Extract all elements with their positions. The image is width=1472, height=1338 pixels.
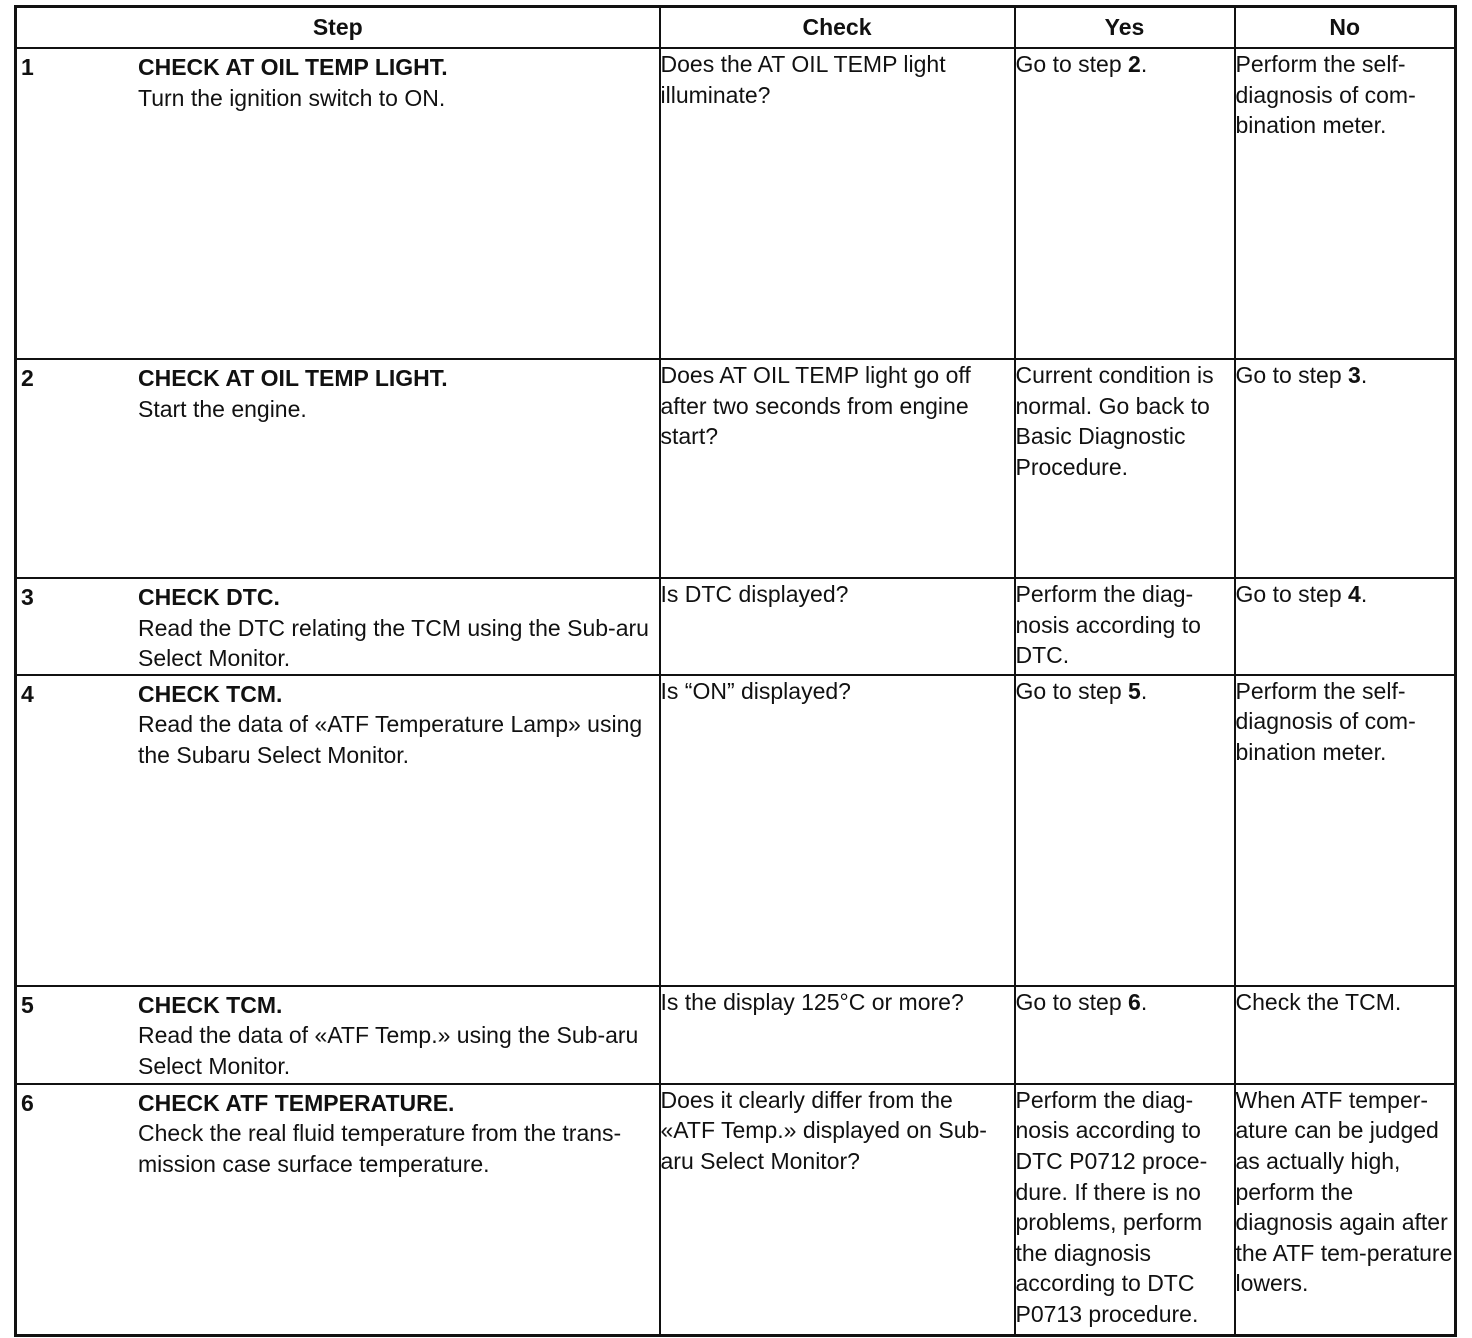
check-cell: Is “ON” displayed? <box>660 675 1015 986</box>
step-title: CHECK DTC. <box>138 584 280 610</box>
no-text: Go to step <box>1235 362 1349 388</box>
table-row <box>16 359 1456 578</box>
yes-cell <box>1015 675 1235 986</box>
header-check: Check <box>660 7 1015 49</box>
yes-suffix: . <box>1140 677 1148 704</box>
step-title: CHECK TCM. <box>138 680 283 707</box>
no-suffix: . <box>1360 581 1368 607</box>
no-cell <box>1235 359 1456 578</box>
header-step: Step <box>16 7 660 49</box>
no-cell: Perform the self-diagnosis of com-bination meter. <box>1235 675 1456 986</box>
check-cell: Is DTC displayed? <box>660 578 1015 675</box>
table-row <box>16 48 1456 359</box>
step-number: 5 <box>21 991 34 1018</box>
diagnostic-table <box>14 5 1457 1337</box>
step-number: 6 <box>21 1089 34 1116</box>
step-title: CHECK TCM. <box>138 991 283 1018</box>
step-instruction: Read the data of «ATF Temperature Lamp» using the Subaru Select Monitor. <box>138 711 643 768</box>
step-number: 4 <box>21 680 34 707</box>
no-cell: When ATF temper-ature can be judged as actually high, perform the diagnosis again after the ATF tem-perature lowers. <box>1235 1084 1456 1336</box>
header-no: No <box>1235 7 1456 49</box>
yes-step-ref: 5 <box>1128 677 1141 704</box>
step-cell <box>16 359 660 578</box>
yes-step-ref: 6 <box>1128 988 1141 1015</box>
no-text: Go to step <box>1235 581 1349 607</box>
table-row <box>16 986 1456 1084</box>
step-cell <box>16 48 660 359</box>
check-cell: Is the display 125°C or more? <box>660 986 1015 1084</box>
step-number: 2 <box>21 365 34 391</box>
no-step-ref: 3 <box>1348 362 1361 388</box>
step-cell <box>16 1084 660 1336</box>
step-cell <box>16 578 660 675</box>
yes-step-ref: 2 <box>1128 51 1141 77</box>
table-row <box>16 675 1456 986</box>
yes-cell <box>1015 986 1235 1084</box>
step-instruction: Turn the ignition switch to ON. <box>138 84 446 111</box>
step-title: CHECK ATF TEMPERATURE. <box>138 1089 455 1116</box>
no-cell <box>1235 578 1456 675</box>
step-instruction: Check the real fluid temperature from the trans-mission case surface temperature. <box>138 1120 622 1177</box>
no-cell: Check the TCM. <box>1235 986 1456 1084</box>
step-cell <box>16 986 660 1084</box>
no-cell: Perform the self-diagnosis of com-bination meter. <box>1235 48 1456 359</box>
yes-text: Go to step <box>1015 51 1129 77</box>
step-title: CHECK AT OIL TEMP LIGHT. <box>138 365 448 391</box>
step-number: 3 <box>21 584 34 610</box>
step-cell <box>16 675 660 986</box>
table-row <box>16 1084 1456 1336</box>
no-suffix: . <box>1360 362 1368 388</box>
step-number: 1 <box>21 54 34 80</box>
step-instruction: Read the DTC relating the TCM using the Sub-aru Select Monitor. <box>138 614 649 672</box>
yes-cell <box>1015 48 1235 359</box>
table-row <box>16 578 1456 675</box>
yes-text: Go to step <box>1015 988 1129 1015</box>
header-yes: Yes <box>1015 7 1235 49</box>
yes-suffix: . <box>1140 51 1148 77</box>
yes-text: Go to step <box>1015 677 1129 704</box>
no-step-ref: 4 <box>1348 581 1361 607</box>
step-instruction: Start the engine. <box>138 395 307 422</box>
yes-suffix: . <box>1140 988 1148 1015</box>
yes-cell: Current condition is normal. Go back to Basic Diagnostic Procedure. <box>1015 359 1235 578</box>
yes-cell: Perform the diag-nosis according to DTC P0712 proce-dure. If there is no problems, perform the diagnosis according to DTC P0713 procedure. <box>1015 1084 1235 1336</box>
check-cell: Does the AT OIL TEMP light illuminate? <box>660 48 1015 359</box>
check-cell: Does AT OIL TEMP light go off after two seconds from engine start? <box>660 359 1015 578</box>
step-instruction: Read the data of «ATF Temp.» using the Sub-aru Select Monitor. <box>138 1022 639 1079</box>
yes-cell: Perform the diag-nosis according to DTC. <box>1015 578 1235 675</box>
step-title: CHECK AT OIL TEMP LIGHT. <box>138 54 448 80</box>
check-cell: Does it clearly differ from the «ATF Temp.» displayed on Sub-aru Select Monitor? <box>660 1084 1015 1336</box>
header-row <box>16 7 1456 49</box>
